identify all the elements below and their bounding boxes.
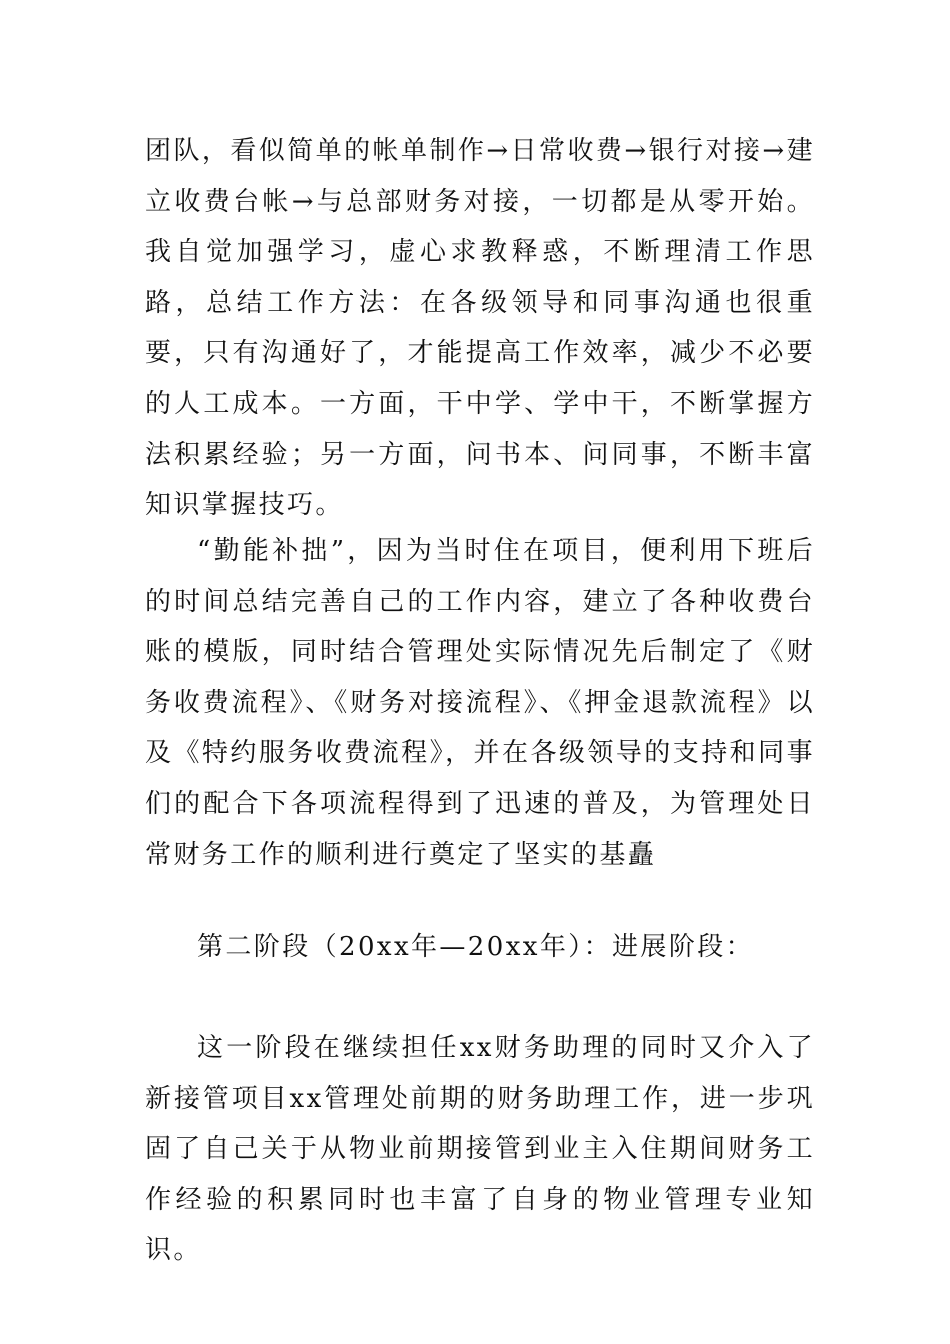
section-heading-stage-two: 第二阶段（20xx年—20xx年）：进展阶段：: [197, 932, 755, 962]
body-paragraph-2: “勤能补拙”，因为当时住在项目，便利用下班后的时间总结完善自己的工作内容，建立了各种收费台账的模版，同时结合管理处实际情况先后制定了《财务收费流程》、《财务对接流程》、《押金退款流程》以及《特约服务收费流程》，并在各级领导的支持和同事们的配合下各项流程得到了迅速的普及，为管理处日常财务工作的顺利进行奠定了坚实的基矗: [145, 536, 815, 870]
body-paragraph-3: 这一阶段在继续担任xx财务助理的同时又介入了新接管项目xx管理处前期的财务助理工作，进一步巩固了自己关于从物业前期接管到业主入住期间财务工作经验的积累同时也丰富了自身的物业管理专业知识。: [145, 1033, 815, 1266]
body-paragraph-1: 团队，看似简单的帐单制作→日常收费→银行对接→建立收费台帐→与总部财务对接，一切都是从零开始。我自觉加强学习，虚心求教释惑，不断理清工作思路，总结工作方法：在各级领导和同事沟通也很重要，只有沟通好了，才能提高工作效率，减少不必要的人工成本。一方面，干中学、学中干，不断掌握方法积累经验；另一方面，问书本、问同事，不断丰富知识掌握技巧。: [145, 136, 815, 521]
